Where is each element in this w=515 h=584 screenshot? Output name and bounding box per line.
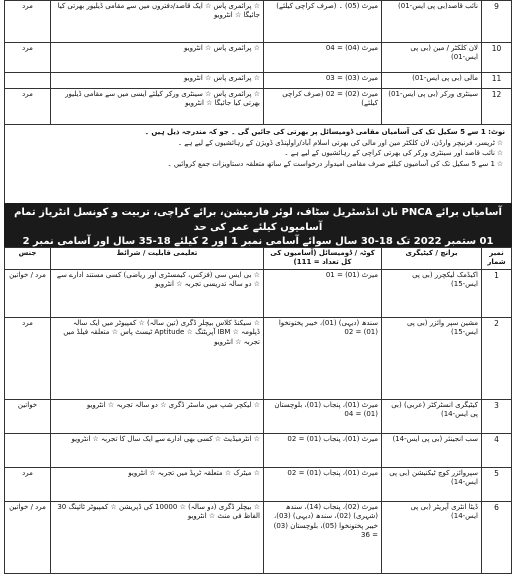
- table-row: [5, 1, 512, 43]
- row-number: 5: [482, 467, 512, 501]
- post-title: کیٹیگری انسٹرکٹر (عربی) (بی پی ایس-14): [382, 399, 482, 433]
- table-row: [5, 43, 512, 73]
- header-quota: کوٹہ / ڈومیسائل (آسامیوں کی کل تعداد = 111): [264, 248, 382, 270]
- quota-cell: میرٹ (01)، پنجاب (01)، بلوچستان (01) = 04: [264, 399, 382, 433]
- post-title: مشین سپر وائزر (بی پی ایس-15): [382, 317, 482, 399]
- row-number: 12: [482, 89, 512, 125]
- star-icon: ☆: [496, 138, 504, 147]
- table-row: [5, 89, 512, 125]
- gender-cell: مرد: [5, 43, 51, 73]
- star-icon: ☆: [496, 149, 504, 157]
- table-row: [5, 73, 512, 89]
- quota-cell: میرٹ (02) = 02 (صرف کراچی کیلئے): [264, 89, 382, 125]
- gender-cell: مرد: [5, 1, 51, 43]
- row-number: 1: [482, 269, 512, 317]
- qualification-cell: ☆ پرائمری پاس ☆ ایک قاصد/دفتروں میں سے مقامی ڈیلیور بھرتی کیا جائیگا ☆ انٹرویو: [51, 1, 264, 43]
- row-number: 6: [482, 501, 512, 573]
- row-number: 10: [482, 43, 512, 73]
- post-title: لان کلکٹر / مین (بی پی ایس-01): [382, 43, 482, 73]
- qualification-cell: ☆ بیچلر ڈگری (دو سالہ) ☆ 10000 کی ڈپریشن ☆ کمپیوٹر ٹائپنگ 30 الفاظ فی منٹ ☆ انٹرویو: [51, 501, 264, 573]
- gender-cell: مرد: [5, 89, 51, 125]
- notes-intro: نوٹ: 1 سے 5 سکیل تک کی آسامیاں مقامی ڈومیسائل پر بھرتی کی جائیں گی ۔ جو کہ مندرجہ ذیل ہیں ۔: [144, 128, 505, 136]
- note-item: ☆نائب قاصد اور سینٹری ورکر کی بھرتی کراچی کے رہائشیوں کے لیے ہے ۔: [284, 149, 504, 157]
- row-number: 9: [482, 1, 512, 43]
- banner-line-2: 01 ستمبر 2022 تک 18-30 سال سوائے آسامی نمبر 1 اور 2 کیلئے 18-35 سال اور آسامی نمبر 2: [22, 236, 494, 247]
- gender-cell: خواتین: [5, 399, 51, 433]
- qualification-cell: ☆ پرائمری پاس ☆ انٹرویو: [51, 73, 264, 89]
- gender-cell: مرد: [5, 467, 51, 501]
- table-row: [5, 433, 512, 467]
- post-title: ڈیٹا انٹری آپریٹر (بی پی ایس-14): [382, 501, 482, 573]
- top-posts-table: [4, 0, 512, 125]
- table-row: [5, 399, 512, 433]
- quota-cell: میرٹ (02)، پنجاب (14)، سندھ (شہری) (02)، سندھ (دیہی) (03)، خیبر پختونخوا (05)، بلوچستان (03) = 36: [264, 501, 382, 573]
- row-number: 3: [482, 399, 512, 433]
- qualification-cell: ☆ سیکنڈ کلاس بیچلر ڈگری (تین سالہ) ☆ کمپیوٹر میں ایک سالہ ڈپلومہ ☆ IBM آپریٹنگ ☆ Aptitude ٹیسٹ پاس ☆ متعلقہ فیلڈ میں تجربہ ☆ انٹرویو: [51, 317, 264, 399]
- quota-cell: میرٹ (04) = 04: [264, 43, 382, 73]
- table-row: [5, 501, 512, 573]
- qualification-cell: ☆ پرائمری پاس ☆ انٹرویو: [51, 43, 264, 73]
- gender-cell: [5, 73, 51, 89]
- qualification-cell: ☆ انٹرمیڈیٹ ☆ کسی بھی ادارے سے ایک سال کا تجربہ ☆ انٹرویو: [51, 433, 264, 467]
- row-number: 11: [482, 73, 512, 89]
- table-row: [5, 467, 512, 501]
- note-item: ☆1 سے 5 سکیل تک کی آسامیوں کیلئے صرف مقامی امیدوار درخواست کے ساتھ متعلقہ دستاویزات جمع کروائیں ۔: [167, 159, 504, 168]
- qualification-cell: ☆ لیکچر شپ میں ماسٹر ڈگری ☆ دو سالہ تجربہ ☆ انٹرویو: [51, 399, 264, 433]
- gender-cell: [5, 433, 51, 467]
- post-title: نائب قاصد(بی پی ایس-01): [382, 1, 482, 43]
- post-title: سپروائزر کوچ ٹیکنیشن (بی پی ایس-14): [382, 467, 482, 501]
- age-limit-banner: [4, 203, 512, 247]
- quota-cell: میرٹ (01)، پنجاب (01) = 02: [264, 433, 382, 467]
- row-number: 2: [482, 317, 512, 399]
- qualification-cell: ☆ پرائمری پاس ☆ سینٹری ورکر کیلئے ایسی میں سے مقامی ڈیلیور بھرتی کیا جائیگا ☆ انٹرویو: [51, 89, 264, 125]
- quota-cell: میرٹ (01)، پنجاب (01) = 02: [264, 467, 382, 501]
- banner-line-1: آسامیاں برائے PNCA نان انڈسٹریل سٹاف، لوئر فارمیشن، برائے کراچی، تربیت و کونسل انٹریاز تمام آسامیوں کیلئے عمر کی حد: [14, 207, 502, 233]
- quota-cell: میرٹ (03) = 03: [264, 73, 382, 89]
- table-row: [5, 269, 512, 317]
- post-title: سب انجینئر (بی پی ایس-14): [382, 433, 482, 467]
- gender-cell: مرد / خواتین: [5, 501, 51, 573]
- main-posts-table: [4, 247, 512, 574]
- table-row: [5, 317, 512, 399]
- post-title: اکیڈمک لیکچرر (بی پی ایس-15): [382, 269, 482, 317]
- gender-cell: مرد: [5, 317, 51, 399]
- gender-cell: مرد / خواتین: [5, 269, 51, 317]
- header-post: برانچ / کیٹیگری: [382, 248, 482, 270]
- quota-cell: میرٹ (01) = 01: [264, 269, 382, 317]
- header-no: نمبر شمار: [482, 248, 512, 270]
- post-title: سینٹری ورکر (بی پی ایس-01): [382, 89, 482, 125]
- row-number: 4: [482, 433, 512, 467]
- quota-cell: میرٹ (05) ۔ (صرف کراچی کیلئے): [264, 1, 382, 43]
- qualification-cell: ☆ بی ایس سی (فزکس، کیمسٹری اور ریاضی) کسی مستند ادارے سے ☆ دو سالہ تدریسی تجربہ ☆ انٹرویو: [51, 269, 264, 317]
- star-icon: ☆: [496, 159, 504, 168]
- table-header-row: [5, 248, 512, 270]
- header-gender: جنس: [5, 248, 51, 270]
- notes-section: [4, 125, 512, 203]
- header-qualification: تعلیمی قابلیت / شرائط: [51, 248, 264, 270]
- post-title: مالی (بی پی ایس-01): [382, 73, 482, 89]
- note-item: ☆ٹریسر، فرنیچر وارڈن، لان کلکٹر مین اور مالی کی بھرتی اسلام آباد/راولپنڈی ڈویژن کے رہائشیوں کے لیے ہے ۔: [177, 138, 504, 147]
- qualification-cell: ☆ میٹرک ☆ متعلقہ ٹریڈ میں تجربہ ☆ انٹرویو: [51, 467, 264, 501]
- quota-cell: سندھ (دیہی) (01)، خیبر پختونخوا (01) = 02: [264, 317, 382, 399]
